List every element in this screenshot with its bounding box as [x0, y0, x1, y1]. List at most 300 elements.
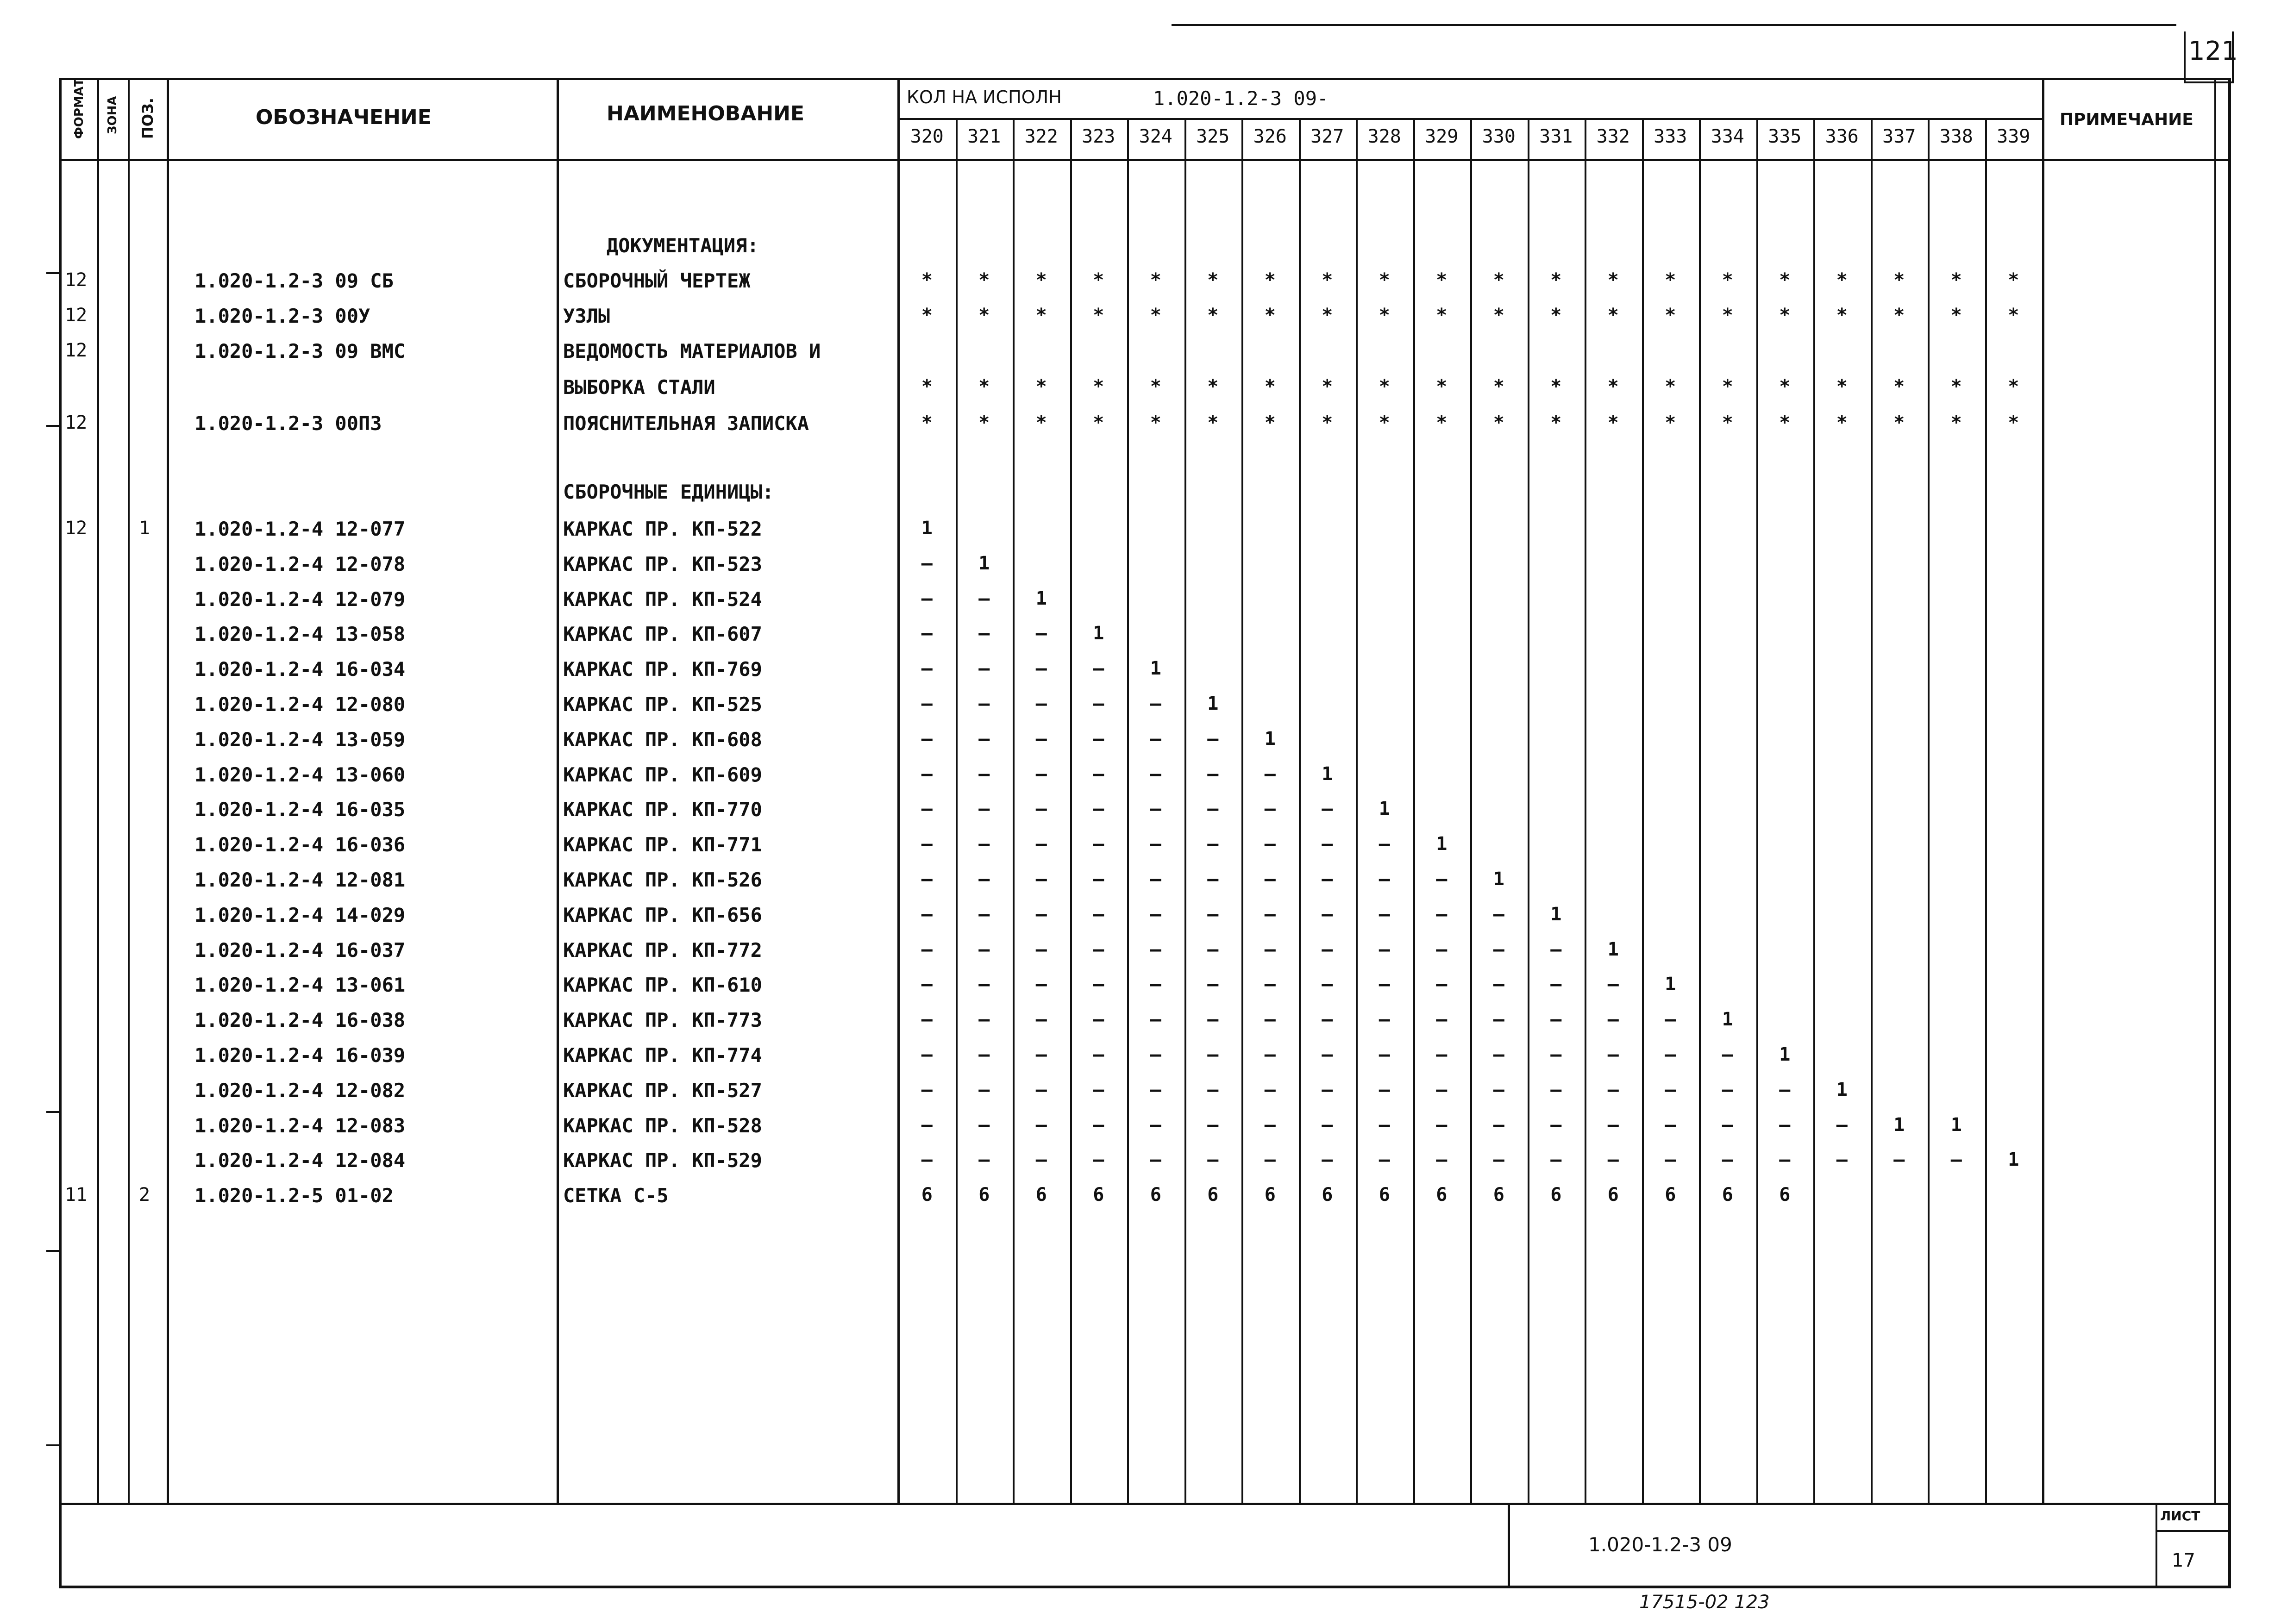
- qty-dash: –: [1322, 833, 1333, 855]
- qty-value: 1: [1207, 693, 1219, 714]
- star-mark: *: [921, 376, 933, 397]
- qty-dash: –: [1665, 1044, 1676, 1065]
- row-name: СБОРОЧНЫЙ ЧЕРТЕЖ: [563, 269, 751, 292]
- row-designation: 1.020-1.2-4 16-036: [194, 833, 406, 856]
- qty-value: 1: [1150, 658, 1161, 679]
- star-mark: *: [1150, 269, 1161, 291]
- row-designation: 1.020-1.2-5 01-02: [194, 1184, 394, 1207]
- qty-dash: –: [921, 974, 933, 995]
- margin-tick: [46, 272, 60, 274]
- row-designation: 1.020-1.2-3 09 СБ: [194, 269, 394, 292]
- qty-dash: –: [921, 904, 933, 925]
- star-mark: *: [1836, 376, 1848, 397]
- row-name: КАРКАС ПР. КП-773: [563, 1009, 762, 1031]
- star-mark: *: [1665, 412, 1676, 433]
- qty-dash: –: [1150, 939, 1161, 960]
- star-mark: *: [978, 305, 990, 326]
- qty-dash: –: [1607, 1044, 1619, 1065]
- qty-dash: –: [1150, 974, 1161, 995]
- header-designation: ОБОЗНАЧЕНИЕ: [256, 106, 432, 129]
- header-pos: ПОЗ.: [139, 98, 157, 139]
- qty-dash: –: [1035, 658, 1047, 679]
- star-mark: *: [1322, 412, 1333, 433]
- row-name: КАРКАС ПР. КП-769: [563, 658, 762, 681]
- qty-dash: –: [1493, 974, 1504, 995]
- version-col-line: [1013, 119, 1015, 1503]
- qty-dash: –: [1379, 833, 1390, 855]
- star-mark: *: [1893, 412, 1905, 433]
- qty-dash: –: [1035, 1009, 1047, 1030]
- star-mark: *: [1722, 376, 1733, 397]
- qty-dash: –: [1322, 868, 1333, 890]
- qty-dash: –: [1035, 798, 1047, 819]
- row-designation: 1.020-1.2-4 16-039: [194, 1044, 406, 1067]
- qty-dash: –: [1665, 1114, 1676, 1136]
- qty-dash: –: [921, 1114, 933, 1136]
- qty-dash: –: [1836, 1149, 1848, 1170]
- star-mark: *: [1379, 305, 1390, 326]
- qty-value: 1: [1093, 623, 1104, 644]
- qty-dash: –: [1436, 1044, 1448, 1065]
- qty-value: 1: [1035, 588, 1047, 609]
- qty-dash: –: [1436, 939, 1448, 960]
- version-col-line: [1642, 119, 1644, 1503]
- qty-value: 1: [1607, 939, 1619, 960]
- qty-dash: –: [1150, 763, 1161, 785]
- qty-dash: –: [978, 623, 990, 644]
- version-label: 322: [1024, 126, 1058, 147]
- star-mark: *: [2008, 269, 2019, 291]
- qty-dash: –: [921, 1009, 933, 1030]
- qty-dash: –: [1093, 904, 1104, 925]
- qty-dash: –: [1093, 1114, 1104, 1136]
- qty-dash: –: [1379, 1079, 1390, 1100]
- version-label: 337: [1882, 126, 1916, 147]
- qty-dash: –: [978, 974, 990, 995]
- star-mark: *: [1665, 376, 1676, 397]
- star-mark: *: [1550, 269, 1562, 291]
- row-designation: 1.020-1.2-4 13-060: [194, 763, 406, 786]
- qty-dash: –: [1207, 1009, 1219, 1030]
- qty-dash: –: [1436, 1079, 1448, 1100]
- star-mark: *: [1150, 376, 1161, 397]
- star-mark: *: [1779, 376, 1791, 397]
- star-mark: *: [1836, 412, 1848, 433]
- qty-dash: –: [1035, 623, 1047, 644]
- qty-dash: –: [1264, 1114, 1276, 1136]
- qty-dash: –: [1093, 763, 1104, 785]
- qty-dash: –: [978, 1044, 990, 1065]
- row-name: КАРКАС ПР. КП-527: [563, 1079, 762, 1102]
- row-designation: 1.020-1.2-4 16-034: [194, 658, 406, 681]
- row-designation: 1.020-1.2-3 00ПЗ: [194, 412, 382, 435]
- row-name: КАРКАС ПР. КП-524: [563, 588, 762, 611]
- row-name: КАРКАС ПР. КП-656: [563, 904, 762, 926]
- qty-dash: –: [1779, 1149, 1791, 1170]
- qty-value: 1: [1436, 833, 1448, 855]
- row-designation: 1.020-1.2-4 13-061: [194, 974, 406, 996]
- qty-value: 6: [1493, 1184, 1504, 1206]
- version-label: 328: [1367, 126, 1401, 147]
- qty-dash: –: [1264, 833, 1276, 855]
- star-mark: *: [1436, 269, 1448, 291]
- star-mark: *: [978, 412, 990, 433]
- star-mark: *: [1779, 269, 1791, 291]
- qty-dash: –: [978, 868, 990, 890]
- qty-dash: –: [1264, 939, 1276, 960]
- qty-value: 6: [1150, 1184, 1161, 1206]
- qty-dash: –: [1150, 1044, 1161, 1065]
- qty-dash: –: [978, 588, 990, 609]
- qty-value: 6: [1779, 1184, 1791, 1206]
- version-col-line: [1241, 119, 1243, 1503]
- version-label: 320: [910, 126, 944, 147]
- version-col-line: [1470, 119, 1472, 1503]
- star-mark: *: [1779, 305, 1791, 326]
- star-mark: *: [1893, 305, 1905, 326]
- star-mark: *: [1264, 269, 1276, 291]
- star-mark: *: [1379, 269, 1390, 291]
- qty-value: 6: [1207, 1184, 1219, 1206]
- qty-dash: –: [921, 728, 933, 750]
- row-name: КАРКАС ПР. КП-771: [563, 833, 762, 856]
- frame-right: [2228, 78, 2231, 1588]
- row-name: КАРКАС ПР. КП-607: [563, 623, 762, 645]
- qty-dash: –: [1665, 1079, 1676, 1100]
- qty-dash: –: [921, 763, 933, 785]
- header-qty-label: КОЛ НА ИСПОЛН: [907, 87, 1062, 107]
- frame-top: [59, 78, 2231, 80]
- star-mark: *: [1264, 376, 1276, 397]
- star-mark: *: [1322, 269, 1333, 291]
- qty-value: 1: [1379, 798, 1390, 819]
- row-designation: 1.020-1.2-4 12-077: [194, 518, 406, 540]
- qty-value: 1: [2008, 1149, 2019, 1170]
- qty-dash: –: [1207, 1114, 1219, 1136]
- version-label: 334: [1711, 126, 1744, 147]
- star-mark: *: [1035, 412, 1047, 433]
- qty-dash: –: [1493, 1114, 1504, 1136]
- star-mark: *: [1093, 269, 1104, 291]
- qty-dash: –: [1150, 693, 1161, 714]
- qty-dash: –: [921, 833, 933, 855]
- qty-dash: –: [1379, 939, 1390, 960]
- qty-dash: –: [1035, 868, 1047, 890]
- row-name: КАРКАС ПР. КП-526: [563, 868, 762, 891]
- qty-dash: –: [1493, 904, 1504, 925]
- qty-value: 6: [1665, 1184, 1676, 1206]
- qty-dash: –: [978, 798, 990, 819]
- star-mark: *: [1836, 305, 1848, 326]
- star-mark: *: [1493, 305, 1504, 326]
- title-block-divider: [1508, 1503, 1510, 1586]
- qty-dash: –: [1550, 939, 1562, 960]
- row-name: КАРКАС ПР. КП-523: [563, 553, 762, 575]
- col-line-inner-right: [2214, 78, 2216, 1503]
- col-line-designation: [557, 78, 559, 1503]
- qty-dash: –: [1950, 1149, 1962, 1170]
- version-label: 333: [1654, 126, 1687, 147]
- row-name: КАРКАС ПР. КП-609: [563, 763, 762, 786]
- qty-value: 6: [1550, 1184, 1562, 1206]
- qty-dash: –: [1665, 1149, 1676, 1170]
- qty-dash: –: [1264, 974, 1276, 995]
- qty-dash: –: [1093, 1149, 1104, 1170]
- qty-dash: –: [1322, 1149, 1333, 1170]
- version-col-line: [1184, 119, 1186, 1503]
- qty-dash: –: [1093, 868, 1104, 890]
- qty-dash: –: [1436, 974, 1448, 995]
- margin-tick: [46, 1444, 60, 1446]
- qty-dash: –: [1093, 728, 1104, 750]
- star-mark: *: [1093, 376, 1104, 397]
- star-mark: *: [1950, 269, 1962, 291]
- qty-dash: –: [1493, 1079, 1504, 1100]
- star-mark: *: [1950, 412, 1962, 433]
- star-mark: *: [1607, 269, 1619, 291]
- star-mark: *: [1550, 305, 1562, 326]
- margin-tick: [46, 1250, 60, 1252]
- sheet-number: 17: [2172, 1550, 2195, 1571]
- qty-value: 1: [921, 518, 933, 539]
- row-name: КАРКАС ПР. КП-528: [563, 1114, 762, 1137]
- star-mark: *: [1950, 305, 1962, 326]
- qty-dash: –: [1093, 1044, 1104, 1065]
- header-note: ПРИМЕЧАНИЕ: [2060, 110, 2193, 129]
- qty-dash: –: [921, 588, 933, 609]
- qty-dash: –: [1779, 1114, 1791, 1136]
- qty-dash: –: [1665, 1009, 1676, 1030]
- star-mark: *: [1264, 305, 1276, 326]
- star-mark: *: [978, 269, 990, 291]
- row-designation: 1.020-1.2-4 12-082: [194, 1079, 406, 1102]
- qty-dash: –: [1436, 868, 1448, 890]
- row-name: КАРКАС ПР. КП-522: [563, 518, 762, 540]
- qty-value: 6: [1436, 1184, 1448, 1206]
- qty-dash: –: [921, 1044, 933, 1065]
- qty-dash: –: [978, 1114, 990, 1136]
- qty-value: 1: [1722, 1009, 1733, 1030]
- qty-dash: –: [1150, 1009, 1161, 1030]
- qty-value: 1: [1779, 1044, 1791, 1065]
- star-mark: *: [1207, 412, 1219, 433]
- qty-dash: –: [1093, 658, 1104, 679]
- star-mark: *: [1607, 305, 1619, 326]
- version-label: 325: [1196, 126, 1230, 147]
- qty-dash: –: [921, 1079, 933, 1100]
- star-mark: *: [1893, 269, 1905, 291]
- qty-dash: –: [1550, 974, 1562, 995]
- qty-value: 1: [1893, 1114, 1905, 1136]
- star-mark: *: [1150, 305, 1161, 326]
- qty-dash: –: [1150, 1079, 1161, 1100]
- qty-dash: –: [1035, 728, 1047, 750]
- header-zone: ЗОНА: [106, 96, 119, 134]
- version-col-line: [1699, 119, 1701, 1503]
- star-mark: *: [1779, 412, 1791, 433]
- frame-left: [59, 78, 62, 1588]
- qty-dash: –: [1150, 833, 1161, 855]
- qty-dash: –: [921, 868, 933, 890]
- version-label: 326: [1253, 126, 1287, 147]
- qty-dash: –: [1322, 974, 1333, 995]
- row-name: КАРКАС ПР. КП-525: [563, 693, 762, 716]
- star-mark: *: [1436, 412, 1448, 433]
- qty-dash: –: [1093, 1079, 1104, 1100]
- version-col-line: [1356, 119, 1358, 1503]
- qty-dash: –: [1264, 1009, 1276, 1030]
- version-label: 331: [1539, 126, 1573, 147]
- row-designation: 1.020-1.2-4 16-038: [194, 1009, 406, 1031]
- header-qty-code: 1.020-1.2-3 09-: [1153, 87, 1329, 110]
- qty-value: 6: [1379, 1184, 1390, 1206]
- qty-dash: –: [1093, 1009, 1104, 1030]
- qty-dash: –: [1779, 1079, 1791, 1100]
- version-col-line: [1299, 119, 1301, 1503]
- row-name: СЕТКА С-5: [563, 1184, 669, 1207]
- qty-dash: –: [1207, 1044, 1219, 1065]
- version-col-line: [1928, 119, 1930, 1503]
- title-doc-code: 1.020-1.2-3 09: [1588, 1533, 1732, 1556]
- qty-dash: –: [1493, 939, 1504, 960]
- qty-dash: –: [1322, 1079, 1333, 1100]
- qty-dash: –: [1207, 1149, 1219, 1170]
- qty-dash: –: [921, 798, 933, 819]
- qty-dash: –: [1150, 904, 1161, 925]
- row-format: 12: [65, 412, 88, 433]
- qty-dash: –: [1722, 1044, 1733, 1065]
- version-col-line: [1756, 119, 1758, 1503]
- qty-dash: –: [1035, 904, 1047, 925]
- sheet-box-mid: [2156, 1530, 2230, 1532]
- qty-dash: –: [1607, 1079, 1619, 1100]
- version-col-line: [1413, 119, 1415, 1503]
- qty-dash: –: [1836, 1114, 1848, 1136]
- row-designation: 1.020-1.2-4 12-084: [194, 1149, 406, 1172]
- version-label: 329: [1425, 126, 1459, 147]
- qty-dash: –: [1093, 798, 1104, 819]
- row-designation: 1.020-1.2-4 16-037: [194, 939, 406, 962]
- version-col-line: [1813, 119, 1815, 1503]
- qty-dash: –: [1150, 1114, 1161, 1136]
- star-mark: *: [1836, 269, 1848, 291]
- star-mark: *: [1722, 412, 1733, 433]
- qty-dash: –: [1893, 1149, 1905, 1170]
- version-label: 327: [1310, 126, 1344, 147]
- star-mark: *: [1207, 376, 1219, 397]
- qty-dash: –: [1264, 763, 1276, 785]
- qty-dash: –: [1207, 728, 1219, 750]
- qty-dash: –: [1207, 763, 1219, 785]
- qty-dash: –: [1207, 974, 1219, 995]
- qty-value: 1: [1665, 974, 1676, 995]
- qty-dash: –: [1322, 1114, 1333, 1136]
- qty-dash: –: [1150, 728, 1161, 750]
- star-mark: *: [1264, 412, 1276, 433]
- qty-dash: –: [1264, 904, 1276, 925]
- star-mark: *: [1207, 305, 1219, 326]
- version-label: 323: [1082, 126, 1115, 147]
- qty-dash: –: [1607, 1009, 1619, 1030]
- sheet-label: ЛИСТ: [2160, 1508, 2200, 1524]
- qty-dash: –: [978, 939, 990, 960]
- qty-dash: –: [1207, 798, 1219, 819]
- version-col-line: [956, 119, 958, 1503]
- qty-dash: –: [921, 658, 933, 679]
- qty-dash: –: [1207, 1079, 1219, 1100]
- row-name: КАРКАС ПР. КП-772: [563, 939, 762, 962]
- qty-dash: –: [1722, 1079, 1733, 1100]
- qty-dash: –: [1607, 974, 1619, 995]
- qty-dash: –: [1550, 1009, 1562, 1030]
- title-block-top: [59, 1503, 2231, 1505]
- qty-dash: –: [1035, 833, 1047, 855]
- qty-dash: –: [1150, 868, 1161, 890]
- version-label: 338: [1939, 126, 1973, 147]
- qty-value: 6: [1607, 1184, 1619, 1206]
- qty-dash: –: [1379, 904, 1390, 925]
- top-rule: [1172, 24, 2176, 26]
- star-mark: *: [1035, 305, 1047, 326]
- qty-dash: –: [1550, 1114, 1562, 1136]
- header-name: НАИМЕНОВАНИЕ: [607, 102, 805, 125]
- qty-dash: –: [978, 728, 990, 750]
- qty-value: 6: [921, 1184, 933, 1206]
- star-mark: *: [978, 376, 990, 397]
- qty-dash: –: [1093, 974, 1104, 995]
- qty-dash: –: [1379, 1009, 1390, 1030]
- qty-dash: –: [978, 1079, 990, 1100]
- qty-dash: –: [1207, 833, 1219, 855]
- qty-dash: –: [1493, 1009, 1504, 1030]
- row-designation: 1.020-1.2-4 16-035: [194, 798, 406, 821]
- frame-bottom: [59, 1586, 2231, 1588]
- row-designation: 1.020-1.2-4 13-059: [194, 728, 406, 751]
- qty-value: 1: [1264, 728, 1276, 750]
- qty-dash: –: [1493, 1149, 1504, 1170]
- star-mark: *: [1665, 269, 1676, 291]
- qty-value: 6: [1093, 1184, 1104, 1206]
- qty-dash: –: [1207, 904, 1219, 925]
- header-bottom-line: [59, 159, 2228, 161]
- qty-dash: –: [978, 833, 990, 855]
- qty-dash: –: [921, 939, 933, 960]
- qty-dash: –: [1264, 868, 1276, 890]
- qty-dash: –: [1035, 1149, 1047, 1170]
- qty-dash: –: [978, 904, 990, 925]
- row-name: КАРКАС ПР. КП-774: [563, 1044, 762, 1067]
- qty-dash: –: [1493, 1044, 1504, 1065]
- star-mark: *: [1322, 376, 1333, 397]
- star-mark: *: [1493, 412, 1504, 433]
- row-designation: 1.020-1.2-4 12-081: [194, 868, 406, 891]
- row-name: КАРКАС ПР. КП-770: [563, 798, 762, 821]
- qty-dash: –: [1722, 1149, 1733, 1170]
- qty-dash: –: [1093, 693, 1104, 714]
- qty-dash: –: [1322, 1044, 1333, 1065]
- qty-dash: –: [1322, 1009, 1333, 1030]
- version-label: 321: [967, 126, 1001, 147]
- version-col-line: [1528, 119, 1529, 1503]
- star-mark: *: [1322, 305, 1333, 326]
- col-line-format: [97, 78, 99, 1503]
- qty-dash: –: [1436, 904, 1448, 925]
- qty-dash: –: [1207, 868, 1219, 890]
- row-pos: 2: [139, 1184, 150, 1206]
- qty-dash: –: [1379, 1114, 1390, 1136]
- row-designation: 1.020-1.2-4 14-029: [194, 904, 406, 926]
- qty-dash: –: [1150, 798, 1161, 819]
